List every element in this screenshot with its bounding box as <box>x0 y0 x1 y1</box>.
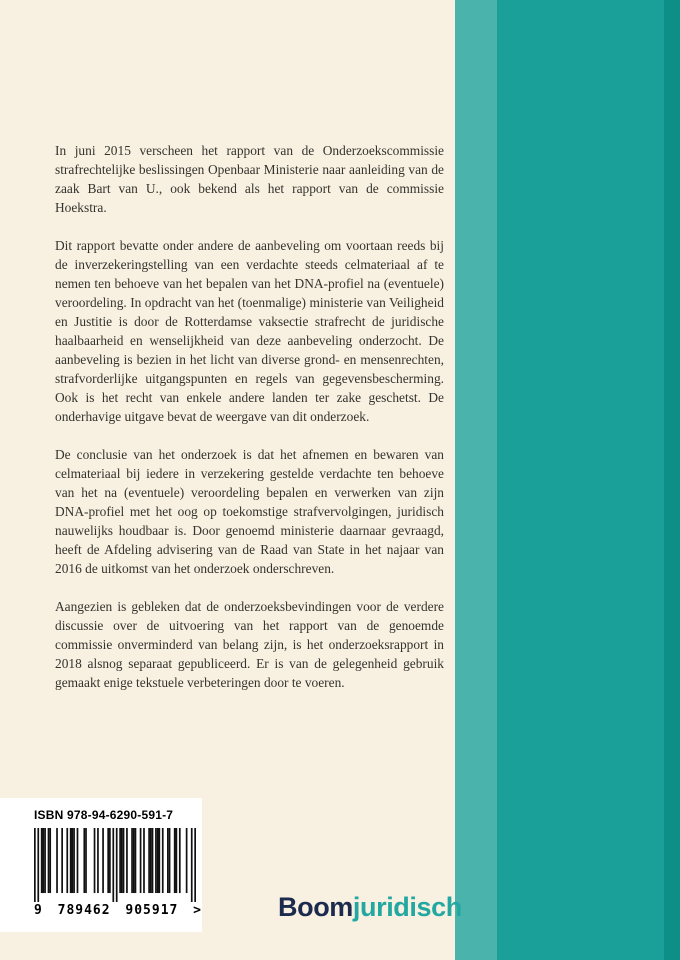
publisher-logo-juridisch: juridisch <box>352 892 462 922</box>
description-paragraph-3: De conclusie van het onderzoek is dat het afnemen en bewaren van celmateriaal bij iedere in verzekering gestelde verdachte ten behoeve van het na (eventuele) veroordeling bepalen en verwerken van zijn DNA-profiel met het oog op toekomstige strafvervolgingen, juridisch nauwelijks houdbaar is. Door genoemd ministerie daarnaar gevraagd, heeft de Afdeling advisering van de Raad van State in het najaar van 2016 de uitkomst van het onderzoek onderschreven. <box>55 447 444 576</box>
teal-stripe-edge <box>664 0 680 960</box>
description-text-block <box>55 141 444 711</box>
barcode-digit-group-3: 905917 <box>125 903 179 918</box>
barcode-quiet-zone-mark: > <box>193 903 202 918</box>
barcode-digit-group-2: 789462 <box>57 903 111 918</box>
isbn-panel <box>0 798 202 932</box>
description-paragraph-1: In juni 2015 verscheen het rapport van de Onderzoekscommissie strafrechtelijke beslissingen Openbaar Ministerie naar aanleiding van de zaak Bart van U., ook bekend als het rapport van de commissie Hoekstra. <box>55 143 444 215</box>
description-paragraph-2: Dit rapport bevatte onder andere de aanbeveling om voortaan reeds bij de inverzekeringstelling van een verdachte steeds celmateriaal af te nemen ten behoeve van het bepalen van het DNA-profiel na (eventuele) veroordeling. In opdracht van het (toenmalige) ministerie van Veiligheid en Justitie is door de Rotterdamse vaksectie strafrecht de juridische haalbaarheid en wenselijkheid van deze aanbeveling onderzocht. De aanbeveling is bezien in het licht van diverse grond- en mensenrechten, strafvorderlijke uitgangspunten en regels van gegevensbescherming. Ook is het recht van enkele andere landen ter zake geschetst. De onderhavige uitgave bevat de weergave van dit onderzoek. <box>55 238 444 424</box>
isbn-label: ISBN 978-94-6290-591-7 <box>34 808 174 822</box>
barcode-digit-group-1: 9 <box>34 903 43 918</box>
teal-stripe-main <box>497 0 664 960</box>
barcode-digits <box>34 903 202 918</box>
teal-stripe-light <box>455 0 497 960</box>
publisher-logo <box>278 892 462 923</box>
description-paragraph-4: Aangezien is gebleken dat de onderzoeksbevindingen voor de verdere discussie over de uitvoering van het rapport van de genoemde commissie onverminderd van belang zijn, is het onderzoeksrapport in 2018 alsnog separaat gepubliceerd. Er is van de gelegenheid gebruik gemaakt enige tekstuele verbeteringen door te voeren. <box>55 599 444 690</box>
barcode <box>34 828 196 902</box>
publisher-logo-boom: Boom <box>278 892 353 922</box>
